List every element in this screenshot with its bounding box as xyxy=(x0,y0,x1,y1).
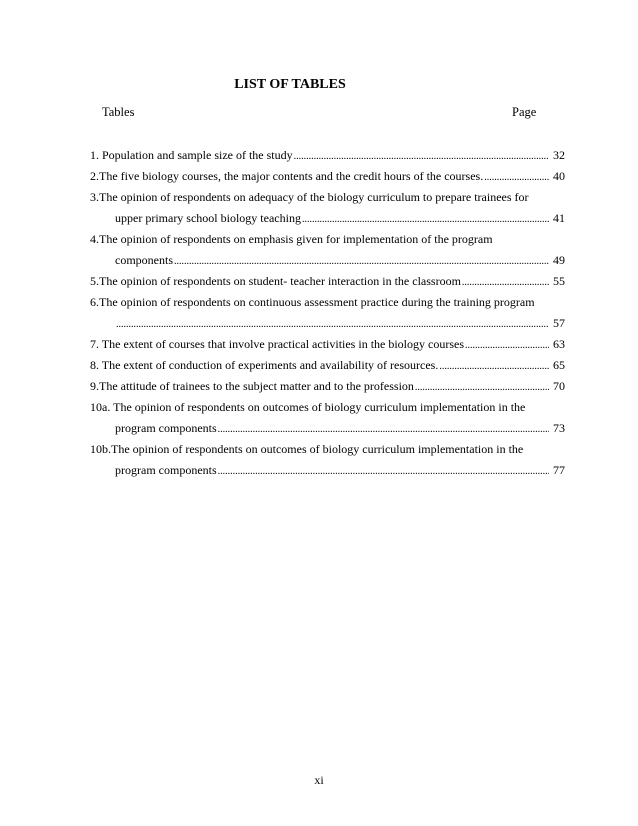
list-item-text: 10b.The opinion of respondents on outcomes of biology curriculum implementation in the xyxy=(90,442,524,456)
dot-leader xyxy=(462,272,549,292)
list-item xyxy=(90,229,565,250)
list-item-text: 1. Population and sample size of the study xyxy=(90,148,293,162)
dot-leader xyxy=(415,377,549,397)
list-item xyxy=(90,292,565,313)
list-item xyxy=(90,166,565,187)
list-item-text: 8. The extent of conduction of experiments and availability of resources. xyxy=(90,358,439,372)
dot-leader xyxy=(302,209,549,229)
list-item xyxy=(90,376,565,397)
list-item xyxy=(90,313,565,334)
list-item-page-number: 49 xyxy=(553,253,565,267)
list-item xyxy=(90,271,565,292)
list-item-text: 2.The five biology courses, the major contents and the credit hours of the courses. xyxy=(90,169,484,183)
list-item-text: 7. The extent of courses that involve practical activities in the biology courses xyxy=(90,337,465,351)
list-item-text: 10a. The opinion of respondents on outcomes of biology curriculum implementation in the xyxy=(90,400,526,414)
page-column-header: Page xyxy=(512,105,537,119)
tables-column-header: Tables xyxy=(102,105,135,119)
list-item xyxy=(90,460,565,481)
dot-leader xyxy=(465,335,549,355)
table-list xyxy=(90,145,565,481)
list-item-page-number: 77 xyxy=(553,463,565,477)
list-item xyxy=(90,208,565,229)
list-item-text: upper primary school biology teaching xyxy=(115,211,301,225)
list-item-text: 9.The attitude of trainees to the subject matter and to the profession xyxy=(90,379,414,393)
list-item-text: 4.The opinion of respondents on emphasis given for implementation of the program xyxy=(90,232,493,246)
list-item xyxy=(90,355,565,376)
dot-leader xyxy=(484,167,549,187)
list-item-page-number: 57 xyxy=(553,316,565,330)
list-item-page-number: 40 xyxy=(553,169,565,183)
list-item-text: program components xyxy=(115,463,217,477)
list-item-page-number: 73 xyxy=(553,421,565,435)
list-item-text: program components xyxy=(115,421,217,435)
dot-leader xyxy=(439,356,549,376)
list-item xyxy=(90,187,565,208)
list-item-text: 3.The opinion of respondents on adequacy of the biology curriculum to prepare trainees for xyxy=(90,190,529,204)
dot-leader xyxy=(174,251,549,271)
list-item xyxy=(90,397,565,418)
list-item-text: components xyxy=(115,253,173,267)
list-item-page-number: 55 xyxy=(553,274,565,288)
list-item xyxy=(90,334,565,355)
dot-leader xyxy=(294,146,549,166)
list-item-page-number: 70 xyxy=(553,379,565,393)
list-item-text: 5.The opinion of respondents on student- teacher interaction in the classroom xyxy=(90,274,461,288)
list-item xyxy=(90,250,565,271)
page-number-footer: xi xyxy=(314,773,324,787)
list-item xyxy=(90,145,565,166)
list-item-page-number: 65 xyxy=(553,358,565,372)
list-item-page-number: 32 xyxy=(553,148,565,162)
dot-leader xyxy=(116,314,549,334)
dot-leader xyxy=(218,419,549,439)
list-item xyxy=(90,439,565,460)
dot-leader xyxy=(218,461,549,481)
list-item-page-number: 41 xyxy=(553,211,565,225)
list-item-page-number: 63 xyxy=(553,337,565,351)
list-item xyxy=(90,418,565,439)
page-title: LIST OF TABLES xyxy=(234,77,346,92)
list-item-text: 6.The opinion of respondents on continuous assessment practice during the training program xyxy=(90,295,535,309)
